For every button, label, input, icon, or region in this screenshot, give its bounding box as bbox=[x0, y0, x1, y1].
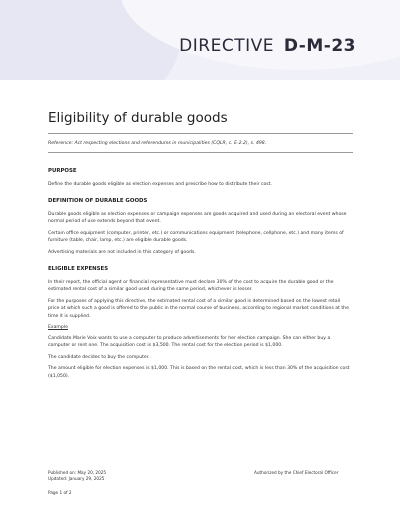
updated-date: Updated: January 29, 2025 bbox=[48, 476, 105, 481]
paragraph: Advertising materials are not included in this category of goods. bbox=[48, 249, 196, 255]
title-divider bbox=[48, 133, 353, 134]
directive-number: D-M-23 bbox=[283, 36, 356, 56]
paragraph: Durable goods eligible as election expenses or campaign expenses are goods acquired and used during an electoral event whose normal period of use extends beyond that event. bbox=[48, 211, 347, 224]
directive-heading bbox=[179, 36, 356, 56]
section-definition bbox=[48, 198, 353, 256]
reference-divider bbox=[48, 152, 353, 153]
example-paragraph: The candidate decides to buy the computer. bbox=[48, 354, 150, 360]
reference-line: Reference: Act respecting elections and referendums in municipalities (CQLR, c. E-2.2), s. 498. bbox=[48, 141, 267, 146]
authorization-note: Authorized by the Chief Electoral Officer bbox=[254, 470, 339, 475]
document-title: Eligibility of durable goods bbox=[48, 110, 228, 126]
paragraph: For the purposes of applying this directive, the estimated rental cost of a similar good is determined based on the lowest retail price at which such a good is offered to the public in the normal course of business, according to regional market conditions at the time it is supplied. bbox=[48, 298, 349, 319]
section-purpose bbox=[48, 168, 353, 188]
section-eligible-expenses bbox=[48, 266, 353, 380]
publication-dates bbox=[48, 470, 106, 482]
paragraph: Define the durable goods eligible as election expenses and prescribe how to distribute their cost. bbox=[48, 181, 272, 187]
document-body bbox=[48, 168, 353, 390]
paragraph: Certain office equipment (computer, printer, etc.) or communications equipment (telephone, cellphone, etc.) and many items of furniture (table, chair, lamp, etc.) are eligible durable goods. bbox=[48, 230, 344, 243]
example-paragraph: The amount eligible for election expenses is $1,000. This is based on the rental cost, which is less than 30% of the acquisition cost ($1,050). bbox=[48, 366, 350, 379]
published-date: Published on: May 20, 2025 bbox=[48, 470, 107, 475]
page-number: Page 1 of 2 bbox=[48, 490, 72, 495]
section-heading: ELIGIBLE EXPENSES bbox=[48, 266, 109, 272]
directive-word: DIRECTIVE bbox=[179, 36, 274, 56]
example-paragraph: Candidate Marie Voix wants to use a computer to produce advertisements for her election campaign. She can either buy a computer or rent one. The acquisition cost is $3,500. The rental cost for the election period is $1,000. bbox=[48, 335, 331, 348]
paragraph: In their report, the official agent or financial representative must declare 30% of the cost to acquire the durable good or the estimated rental cost of a similar good used during the same period, whichever is lesser. bbox=[48, 279, 334, 292]
section-heading: PURPOSE bbox=[48, 168, 77, 174]
section-heading: DEFINITION OF DURABLE GOODS bbox=[48, 198, 148, 204]
example-label: Example bbox=[48, 325, 68, 330]
